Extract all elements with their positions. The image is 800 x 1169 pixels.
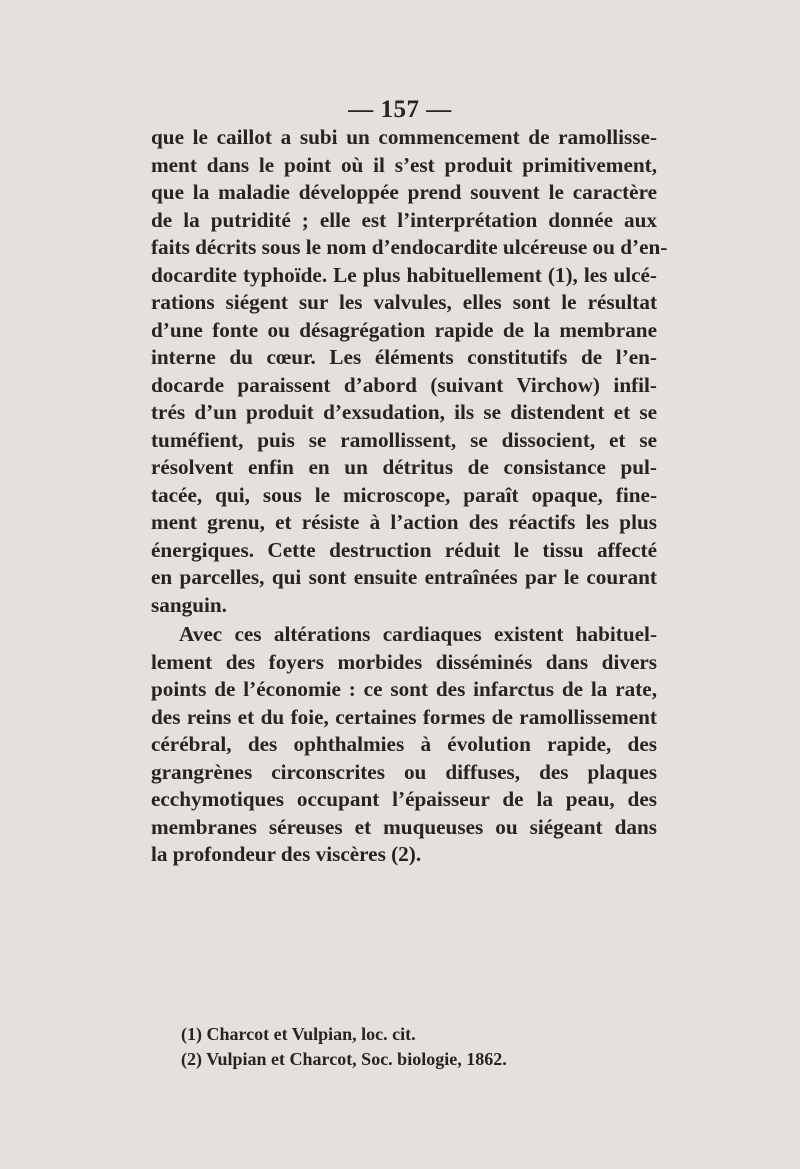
text-line: rations siégent sur les valvules, elles sont le résultat [151,290,657,314]
text-line: cérébral, des ophthalmies à évolution rapide, des [151,732,657,756]
text-line: que le caillot a subi un commencement de ramollisse- [151,125,657,149]
text-line: grangrènes circonscrites ou diffuses, des plaques [151,759,657,784]
text-line: trés d’un produit d’exsudation, ils se distendent et se [151,400,657,424]
text-line: interne du cœur. Les éléments constitutifs de l’en- [151,345,657,369]
text-line: ment dans le point où il s’est produit primitivement, [151,152,657,177]
paragraph-2 [151,621,657,869]
footnotes [181,1022,651,1071]
text-line: la profondeur des viscères (2). [151,842,422,866]
text-line: que la maladie développée prend souvent le caractère [151,180,657,204]
text-line: faits décrits sous le nom d’endocardite ulcéreuse ou d’en- [151,235,668,259]
text-line: énergiques. Cette destruction réduit le tissu affecté [151,537,657,562]
text-line: docardite typhoïde. Le plus habituellement (1), les ulcé- [151,262,657,287]
text-line: d’une fonte ou désagrégation rapide de la membrane [151,317,657,342]
text-line: membranes séreuses et muqueuses ou siégeant dans [151,814,657,839]
text-line: tuméfient, puis se ramollissent, se dissocient, et se [151,427,657,452]
text-line: ecchymotiques occupant l’épaisseur de la peau, des [151,787,657,811]
body-text [151,124,668,869]
page-number-header: — 157 — [348,96,452,123]
text-line: en parcelles, qui sont ensuite entraînées par le courant [151,565,657,589]
text-line: Avec ces altérations cardiaques existent habituel- [179,622,657,646]
text-line: sanguin. [151,592,227,617]
text-line: de la putridité ; elle est l’interprétation donnée aux [151,207,657,232]
text-line: tacée, qui, sous le microscope, paraît opaque, fine- [151,482,657,507]
text-line: ment grenu, et résiste à l’action des réactifs les plus [151,510,657,534]
footnote-2: (2) Vulpian et Charcot, Soc. biologie, 1862. [181,1048,507,1069]
text-line: docarde paraissent d’abord (suivant Virchow) infil- [151,372,657,397]
text-line: lement des foyers morbides disséminés dans divers [151,649,657,674]
text-line: des reins et du foie, certaines formes de ramollissement [151,704,657,729]
text-line: résolvent enfin en un détritus de consistance pul- [151,455,657,479]
paragraph-1 [151,124,668,619]
footnote-1: (1) Charcot et Vulpian, loc. cit. [181,1024,416,1044]
text-line: points de l’économie : ce sont des infarctus de la rate, [151,677,657,701]
